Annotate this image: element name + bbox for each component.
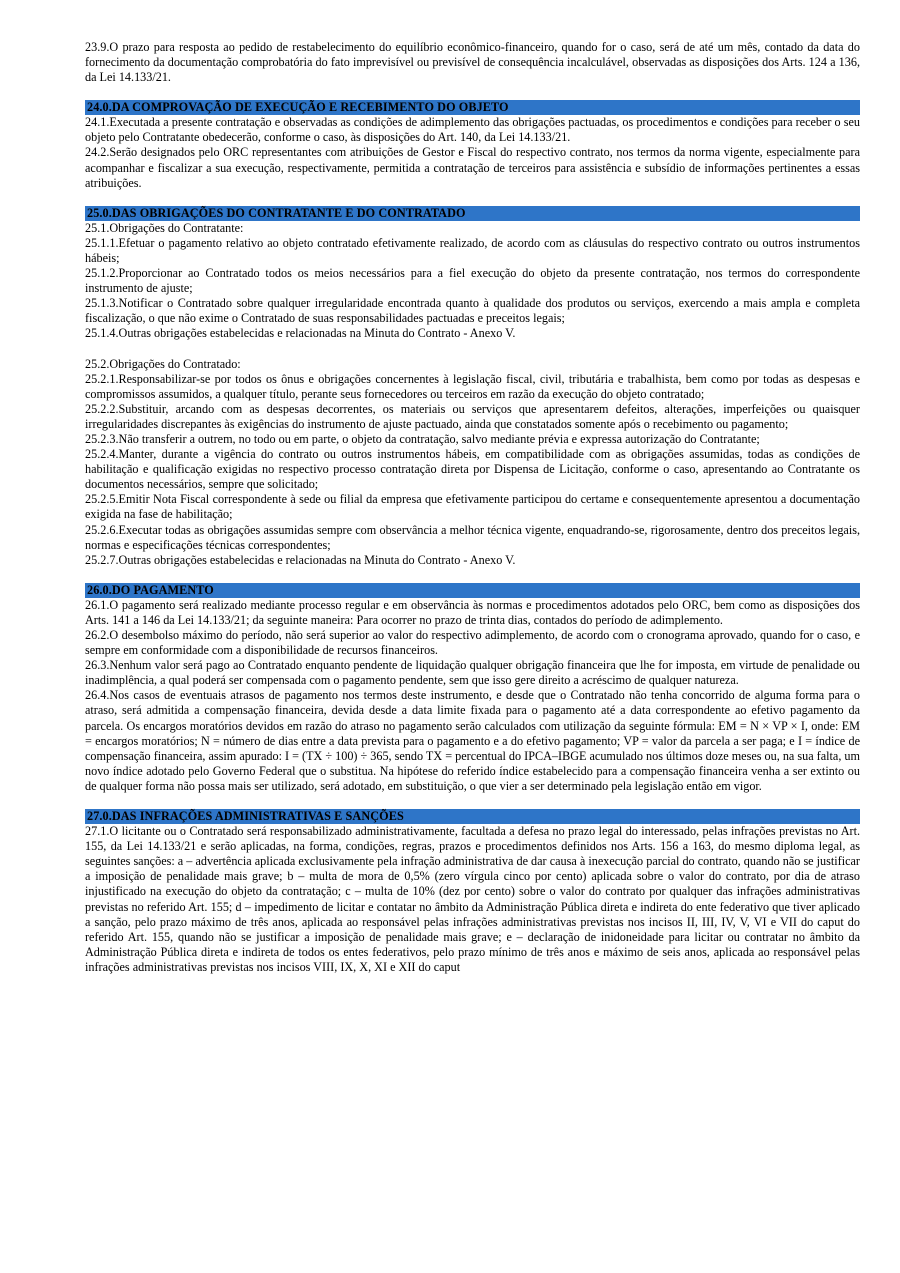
clause-25-1-3: 25.1.3.Notificar o Contratado sobre qualquer irregularidade encontrada quanto à qualidade dos produtos ou serviços, exercendo a mais ampla e completa fiscalização, o que não exime o Contratado de suas responsabilidades pactuadas e preceitos legais; — [85, 296, 860, 326]
clause-26-1: 26.1.O pagamento será realizado mediante processo regular e em observância às normas e procedimentos adotados pelo ORC, bem como as disposições dos Arts. 141 a 146 da Lei 14.133/21; da seguinte maneira: Para ocorrer no prazo de trinta dias, contados do período de adimplemento. — [85, 597, 860, 627]
section-heading-26: 26.0.DO PAGAMENTO — [85, 583, 860, 598]
section-heading-24: 24.0.DA COMPROVAÇÃO DE EXECUÇÃO E RECEBIMENTO DO OBJETO — [85, 100, 860, 115]
clause-25-1-1: 25.1.1.Efetuar o pagamento relativo ao objeto contratado efetivamente realizado, de acordo com as cláusulas do respectivo contrato ou outros instrumentos hábeis; — [85, 235, 860, 265]
clause-26-4: 26.4.Nos casos de eventuais atrasos de pagamento nos termos deste instrumento, e desde que o Contratado não tenha concorrido de alguma forma para o atraso, será admitida a compensação financeira, devida desde a data limite fixada para o pagamento até a data correspondente ao efetivo pagamento da parcela. Os encargos moratórios devidos em razão do atraso no pagamento serão calculados com utilização da seguinte fórmula: EM = N × VP × I, onde: EM = encargos moratórios; N = número de dias entre a data prevista para o pagamento e a do efetivo pagamento; VP = valor da parcela a ser paga; e I = índice de compensação financeira, assim apurado: I = (TX ÷ 100) ÷ 365, sendo TX = percentual do IPCA–IBGE acumulado nos últimos doze meses ou, na sua falta, um novo índice adotado pelo Governo Federal que o substitua. Na hipótese do referido índice estabelecido para a compensação financeira venha a ser extinto ou de qualquer forma não possa mais ser utilizado, será adotado, em substituição, o que vier a ser determinado pela legislação então em vigor. — [85, 688, 860, 793]
section-heading-25: 25.0.DAS OBRIGAÇÕES DO CONTRATANTE E DO CONTRATADO — [85, 206, 860, 221]
document-page — [85, 40, 860, 975]
clause-25-2-7: 25.2.7.Outras obrigações estabelecidas e relacionadas na Minuta do Contrato - Anexo V. — [85, 552, 516, 567]
clause-26-2: 26.2.O desembolso máximo do período, não será superior ao valor do respectivo adimplemento, de acordo com o cronograma aprovado, quando for o caso, e sempre em conformidade com a disponibilidade de recursos financeiros. — [85, 628, 860, 658]
clause-25-2-5: 25.2.5.Emitir Nota Fiscal correspondente à sede ou filial da empresa que efetivamente participou do certame e consequentemente apresentou a documentação exigida na fase de habilitação; — [85, 492, 860, 522]
clause-25-2-6: 25.2.6.Executar todas as obrigações assumidas sempre com observância a melhor técnica vigente, enquadrando-se, rigorosamente, dentro dos preceitos legais, normas e especificações técnicas correspondentes; — [85, 522, 860, 552]
clause-25-2-1: 25.2.1.Responsabilizar-se por todos os ônus e obrigações concernentes à legislação fiscal, civil, tributária e trabalhista, bem como por todas as despesas e compromissos assumidos, a qualquer título, perante seus fornecedores ou terceiros em razão da execução do objeto contratado; — [85, 371, 860, 401]
clause-25-2-2: 25.2.2.Substituir, arcando com as despesas decorrentes, os materiais ou serviços que apresentarem defeitos, alterações, imperfeições ou quaisquer irregularidades discrepantes às exigências do instrumento de ajuste pactuado, ainda que constatados somente após o recebimento ou pagamento; — [85, 401, 860, 431]
clause-25-2: 25.2.Obrigações do Contratado: — [85, 356, 241, 371]
clause-25-1: 25.1.Obrigações do Contratante: — [85, 220, 244, 235]
clause-24-2: 24.2.Serão designados pelo ORC representantes com atribuições de Gestor e Fiscal do respectivo contrato, nos termos da norma vigente, especialmente para acompanhar e fiscalizar a sua execução, respectivamente, permitida a contratação de terceiros para assistência e subsídio de informações pertinentes a essas atribuições. — [85, 145, 860, 190]
clause-24-1: 24.1.Executada a presente contratação e observadas as condições de adimplemento das obrigações pactuadas, os procedimentos e condições para receber o seu objeto pelo Contratante obedecerão, conforme o caso, às disposições do Art. 140, da Lei 14.133/21. — [85, 115, 860, 145]
clause-27-1: 27.1.O licitante ou o Contratado será responsabilizado administrativamente, facultada a defesa no prazo legal do interessado, pelas infrações previstas no Art. 155, da Lei 14.133/21 e serão aplicadas, na forma, condições, regras, prazos e procedimentos definidos nos Arts. 156 a 163, do mesmo diploma legal, as seguintes sanções: a – advertência aplicada exclusivamente pela infração administrativa de dar causa à inexecução parcial do contrato, quando não se justificar a imposição de penalidade mais grave; b – multa de mora de 0,5% (zero vírgula cinco por cento) aplicada sobre o valor do contrato, por dia de atraso injustificado na execução do objeto da contratação; c – multa de 10% (dez por cento) sobre o valor do contrato por qualquer das infrações administrativas previstas no referido Art. 155; d – impedimento de licitar e contatar no âmbito da Administração Pública direta e indireta do ente federativo que tiver aplicado a sanção, pelo prazo máximo de três anos, aplicada ao responsável pelas infrações administrativas previstas nos incisos II, III, IV, V, VI e VII do caput do referido Art. 155, quando não se justificar a imposição de penalidade mais grave; e – declaração de inidoneidade para licitar ou contratar no âmbito da Administração Pública direta e indireta de todos os entes federativos, pelo prazo mínimo de três anos e máximo de seis anos, aplicada ao responsável pelas infrações administrativas previstas nos incisos VIII, IX, X, XI e XII do caput — [85, 824, 860, 974]
clause-25-1-2: 25.1.2.Proporcionar ao Contratado todos os meios necessários para a fiel execução do objeto da presente contratação, nos termos do correspondente instrumento de ajuste; — [85, 266, 860, 296]
clause-25-2-3: 25.2.3.Não transferir a outrem, no todo ou em parte, o objeto da contratação, salvo mediante prévia e expressa autorização do Contratante; — [85, 431, 760, 446]
clause-25-2-4: 25.2.4.Manter, durante a vigência do contrato ou outros instrumentos hábeis, em compatibilidade com as obrigações assumidas, todas as condições de habilitação e qualificação exigidas no respectivo processo contratação direta por Dispensa de Licitação, conforme o caso, apresentando ao Contratante os documentos necessários, sempre que solicitado; — [85, 447, 860, 492]
clause-25-1-4: 25.1.4.Outras obrigações estabelecidas e relacionadas na Minuta do Contrato - Anexo V. — [85, 326, 516, 341]
clause-26-3: 26.3.Nenhum valor será pago ao Contratado enquanto pendente de liquidação qualquer obrigação financeira que lhe for imposta, em virtude de penalidade ou inadimplência, a qual poderá ser compensada com o pagamento pendente, sem que isso gere direito a acréscimo de qualquer natureza. — [85, 658, 860, 688]
clause-23-9: 23.9.O prazo para resposta ao pedido de restabelecimento do equilíbrio econômico-financeiro, quando for o caso, será de até um mês, contado da data do fornecimento da documentação comprobatória do fato imprevisível ou previsível de consequência incalculável, observadas as disposições dos Arts. 124 a 136, da Lei 14.133/21. — [85, 40, 860, 85]
section-heading-27: 27.0.DAS INFRAÇÕES ADMINISTRATIVAS E SANÇÕES — [85, 809, 860, 824]
